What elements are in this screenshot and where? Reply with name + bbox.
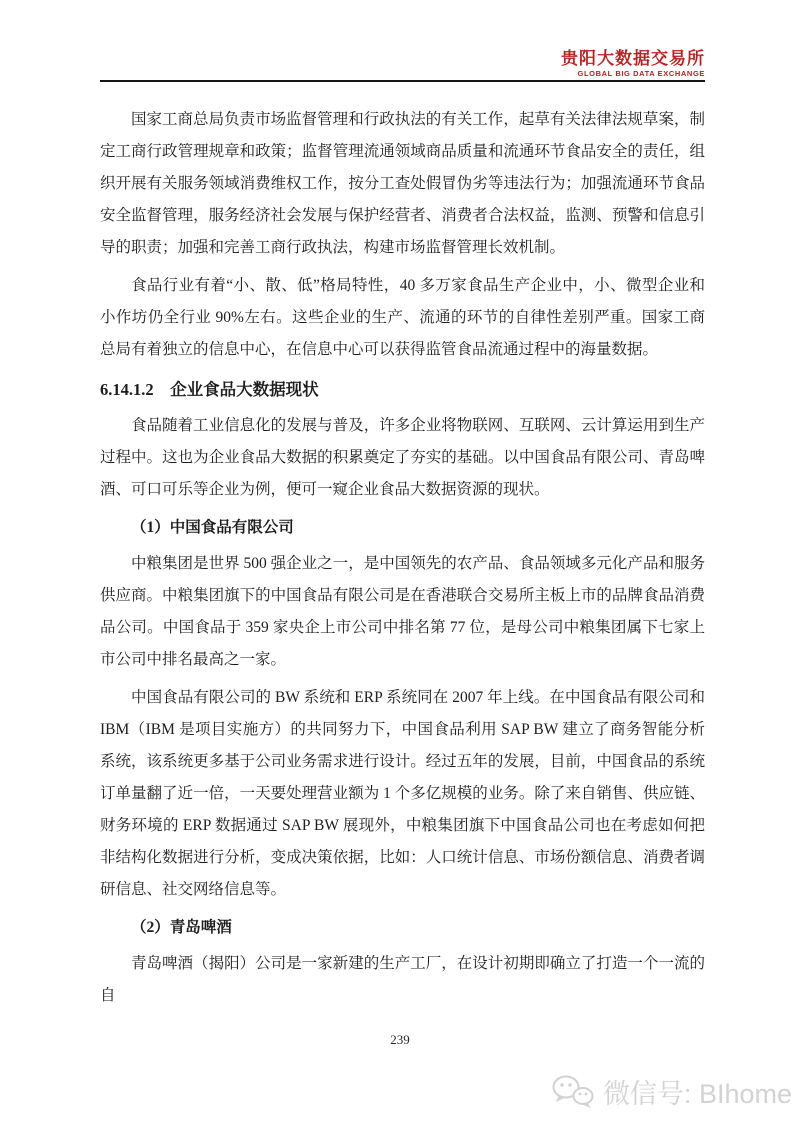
section-heading-6-14-1-2: 6.14.1.2 企业食品大数据现状 [100,379,319,399]
subsection-heading-cofco: （1）中国食品有限公司 [131,518,294,536]
subsection-heading-tsingtao: （2）青岛啤酒 [131,918,232,936]
paragraph-industrial-informatization: 食品随着工业信息化的发展与普及，许多企业将物联网、互联网、云计算运用到生产过程中。这也为企业食品大数据的积累奠定了夯实的基础。以中国食品有限公司、青岛啤酒、可口可乐等企业为例，便可一窥企业食品大数据资源的现状。 [100,416,705,498]
brand-block [100,50,705,78]
paragraph-tsingtao-intro: 青岛啤酒（揭阳）公司是一家新建的生产工厂，在设计初期即确立了打造一个一流的自 [100,954,705,1004]
paragraph-gov-duties: 国家工商总局负责市场监督管理和行政执法的有关工作，起草有关法律法规草案，制定工商行政管理规章和政策；监督管理流通领域商品质量和流通环节食品安全的责任，组织开展有关服务领域消费维权工作，按分工查处假冒伪劣等违法行为；加强流通环节食品安全监督管理，服务经济社会发展与保护经营者、消费者合法权益，监测、预警和信息引导的职责；加强和完善工商行政执法，构建市场监督管理长效机制。 [100,110,705,256]
brand-title: 贵阳大数据交易所 [561,49,705,68]
brand-subtitle: GLOBAL BIG DATA EXCHANGE [577,68,705,78]
document-body [100,104,705,1012]
paragraph-cofco-bw-erp: 中国食品有限公司的 BW 系统和 ERP 系统同在 2007 年上线。在中国食品有限公司和 IBM（IBM 是项目实施方）的共同努力下，中国食品利用 SAP BW 建立了商务智能分析系统，该系统更多基于公司业务需求进行设计。经过五年的发展，目前，中国食品的系统订单量翻了近一倍，一天要处理营业额为 1 个多亿规模的业务。除了来自销售、供应链、财务环境的 ERP 数据通过 SAP BW 展现外，中粮集团旗下中国食品公司也在考虑如何把非结构化数据进行分析，变成决策依据，比如：人口统计信息、市场份额信息、消费者调研信息、社交网络信息等。 [100,688,705,898]
paragraph-cofco-intro: 中粮集团是世界 500 强企业之一，是中国领先的农产品、食品领域多元化产品和服务供应商。中粮集团旗下的中国食品有限公司是在香港联合交易所主板上市的品牌食品消费品公司。中国食品于 359 家央企上市公司中排名第 77 位，是母公司中粮集团属下七家上市公司中排名最高之一家。 [100,554,705,668]
header-rule [100,80,705,82]
watermark-text: 微信号: BIhome [602,1079,792,1109]
wechat-icon [550,1073,596,1111]
watermark [550,1072,792,1111]
page-number: 239 [390,1032,410,1047]
paragraph-food-industry: 食品行业有着“小、散、低”格局特性，40 多万家食品生产企业中，小、微型企业和小作坊仍全行业 90%左右。这些企业的生产、流通的环节的自律性差别严重。国家工商总局有着独立的信息中心，在信息中心可以获得监管食品流通过程中的海量数据。 [100,276,705,358]
page-header [0,0,800,82]
